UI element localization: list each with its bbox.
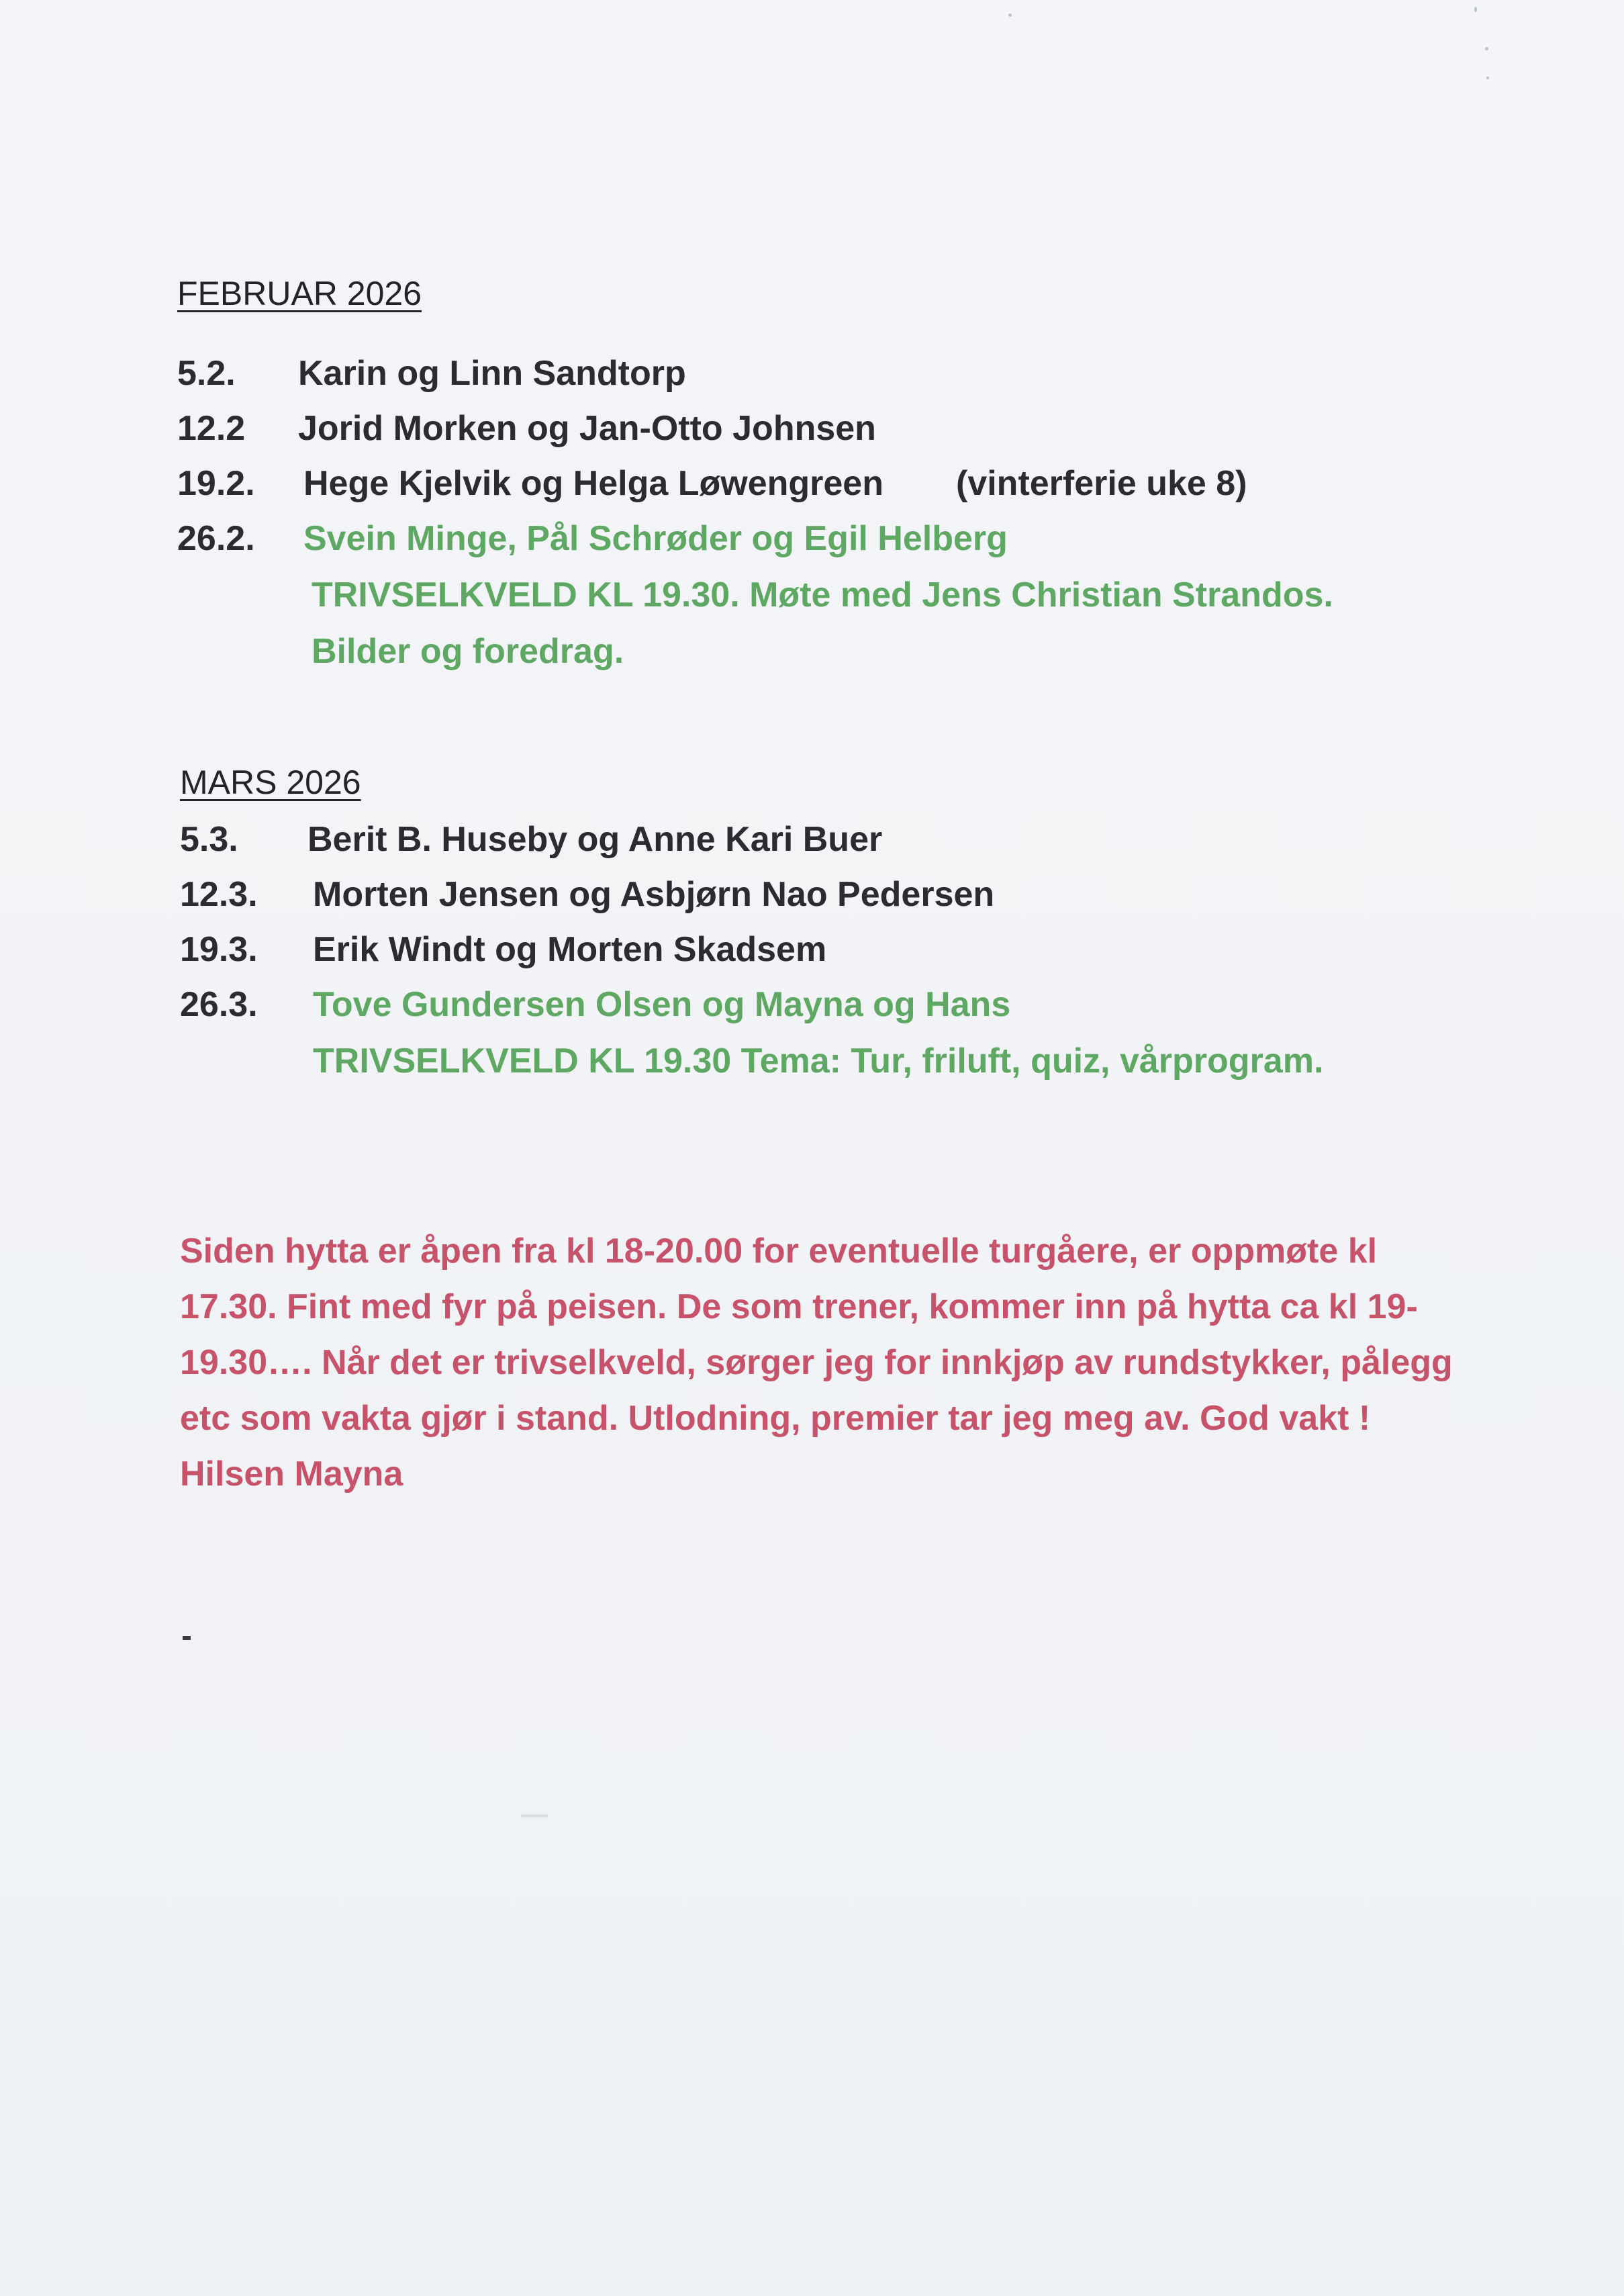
row-date: 12.2 bbox=[177, 409, 246, 448]
row-names: Erik Windt og Morten Skadsem bbox=[313, 930, 827, 969]
row-date: 26.3. bbox=[180, 985, 258, 1024]
row-date: 19.2. bbox=[177, 464, 255, 503]
scan-speck bbox=[1008, 13, 1012, 17]
stray-dot-mark bbox=[183, 1636, 191, 1640]
row-names: Tove Gundersen Olsen og Mayna og Hans bbox=[313, 985, 1011, 1024]
row-names: Hege Kjelvik og Helga Løwengreen bbox=[303, 464, 883, 503]
scan-speck bbox=[1486, 77, 1489, 79]
row-names: Svein Minge, Pål Schrøder og Egil Helberg bbox=[303, 519, 1008, 558]
scan-speck bbox=[1474, 7, 1477, 12]
row-date: 19.3. bbox=[180, 930, 258, 969]
row-names: Karin og Linn Sandtorp bbox=[298, 354, 686, 393]
scan-speck bbox=[1485, 47, 1488, 50]
closing-note: Siden hytta er åpen fra kl 18-20.00 for eventuelle turgåere, er oppmøte kl 17.30. Fint med fyr på peisen. De som trener, kommer inn på hytta ca kl 19-19.30…. Når det er trivselkveld, sørger jeg for innkjøp av rundstykker, pålegg etc som vakta gjør i stand. Utlodning, premier tar jeg meg av. God vakt ! Hilsen Mayna bbox=[180, 1232, 1453, 1494]
march-heading: MARS 2026 bbox=[180, 764, 361, 801]
row-names: Jorid Morken og Jan-Otto Johnsen bbox=[298, 409, 876, 448]
row-date: 5.3. bbox=[180, 820, 238, 859]
february-heading: FEBRUAR 2026 bbox=[177, 275, 422, 312]
row-date: 5.2. bbox=[177, 354, 236, 393]
row-names: Morten Jensen og Asbjørn Nao Pedersen bbox=[313, 875, 995, 914]
february-event-line: TRIVSELKVELD KL 19.30. Møte med Jens Christian Strandos. bbox=[312, 576, 1333, 614]
row-note: (vinterferie uke 8) bbox=[956, 464, 1247, 503]
row-date: 12.3. bbox=[180, 875, 258, 914]
row-date: 26.2. bbox=[177, 519, 255, 558]
february-event-line: Bilder og foredrag. bbox=[312, 632, 624, 671]
scan-speck bbox=[521, 1815, 548, 1817]
row-names: Berit B. Huseby og Anne Kari Buer bbox=[307, 820, 883, 859]
march-event-line: TRIVSELKVELD KL 19.30 Tema: Tur, friluft, quiz, vårprogram. bbox=[313, 1042, 1324, 1081]
